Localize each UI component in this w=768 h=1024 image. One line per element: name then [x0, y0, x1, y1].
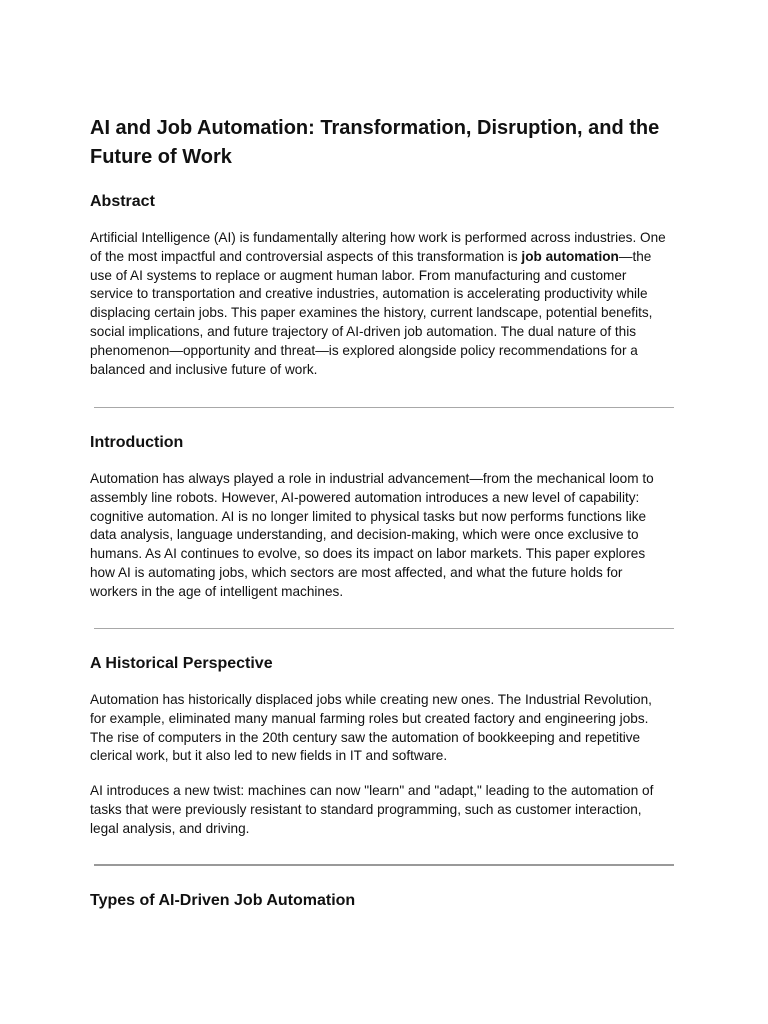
- introduction-heading: Introduction: [90, 434, 184, 451]
- section-divider: [94, 407, 674, 408]
- types-heading: Types of AI-Driven Job Automation: [90, 892, 356, 909]
- abstract-text-start: Artificial Intelligence (AI) is fundamentally altering how work is performed across industries. One of the most impactful and controversial aspects of this transformation is: [90, 230, 666, 264]
- introduction-paragraph: Automation has always played a role in industrial advancement—from the mechanical loom to assembly line robots. However, AI-powered automation introduces a new level of capability: cognitive automation. AI is no longer limited to physical tasks but now performs functions like data analysis, language understanding, and decision-making, which were once exclusive to humans. As AI continues to evolve, so does its impact on labor markets. This paper explores how AI is automating jobs, which sectors are most affected, and what the future holds for workers in the age of intelligent machines.: [90, 471, 654, 599]
- abstract-heading: Abstract: [90, 193, 155, 210]
- abstract-paragraph: [90, 229, 670, 379]
- document-title: AI and Job Automation: Transformation, Disruption, and the Future of Work: [90, 117, 660, 168]
- historical-heading: A Historical Perspective: [90, 655, 273, 672]
- abstract-text-end: —the use of AI systems to replace or augment human labor. From manufacturing and customer service to transportation and creative industries, automation is accelerating productivity while displacing certain jobs. This paper examines the history, current landscape, potential benefits, social implications, and future trajectory of AI-driven job automation. The dual nature of this phenomenon—opportunity and threat—is explored alongside policy recommendations for a balanced and inclusive future of work.: [90, 248, 653, 377]
- historical-paragraph-2: AI introduces a new twist: machines can now "learn" and "adapt," leading to the automation of tasks that were previously resistant to standard programming, such as customer interaction, legal analysis, and driving.: [90, 783, 654, 836]
- historical-paragraph-1: Automation has historically displaced jobs while creating new ones. The Industrial Revolution, for example, eliminated many manual farming roles but created factory and engineering jobs. The rise of computers in the 20th century saw the automation of bookkeeping and repetitive clerical work, but it also led to new fields in IT and software.: [90, 692, 652, 764]
- section-divider: [94, 864, 674, 866]
- section-divider: [94, 628, 674, 629]
- abstract-bold-term: job automation: [521, 248, 619, 264]
